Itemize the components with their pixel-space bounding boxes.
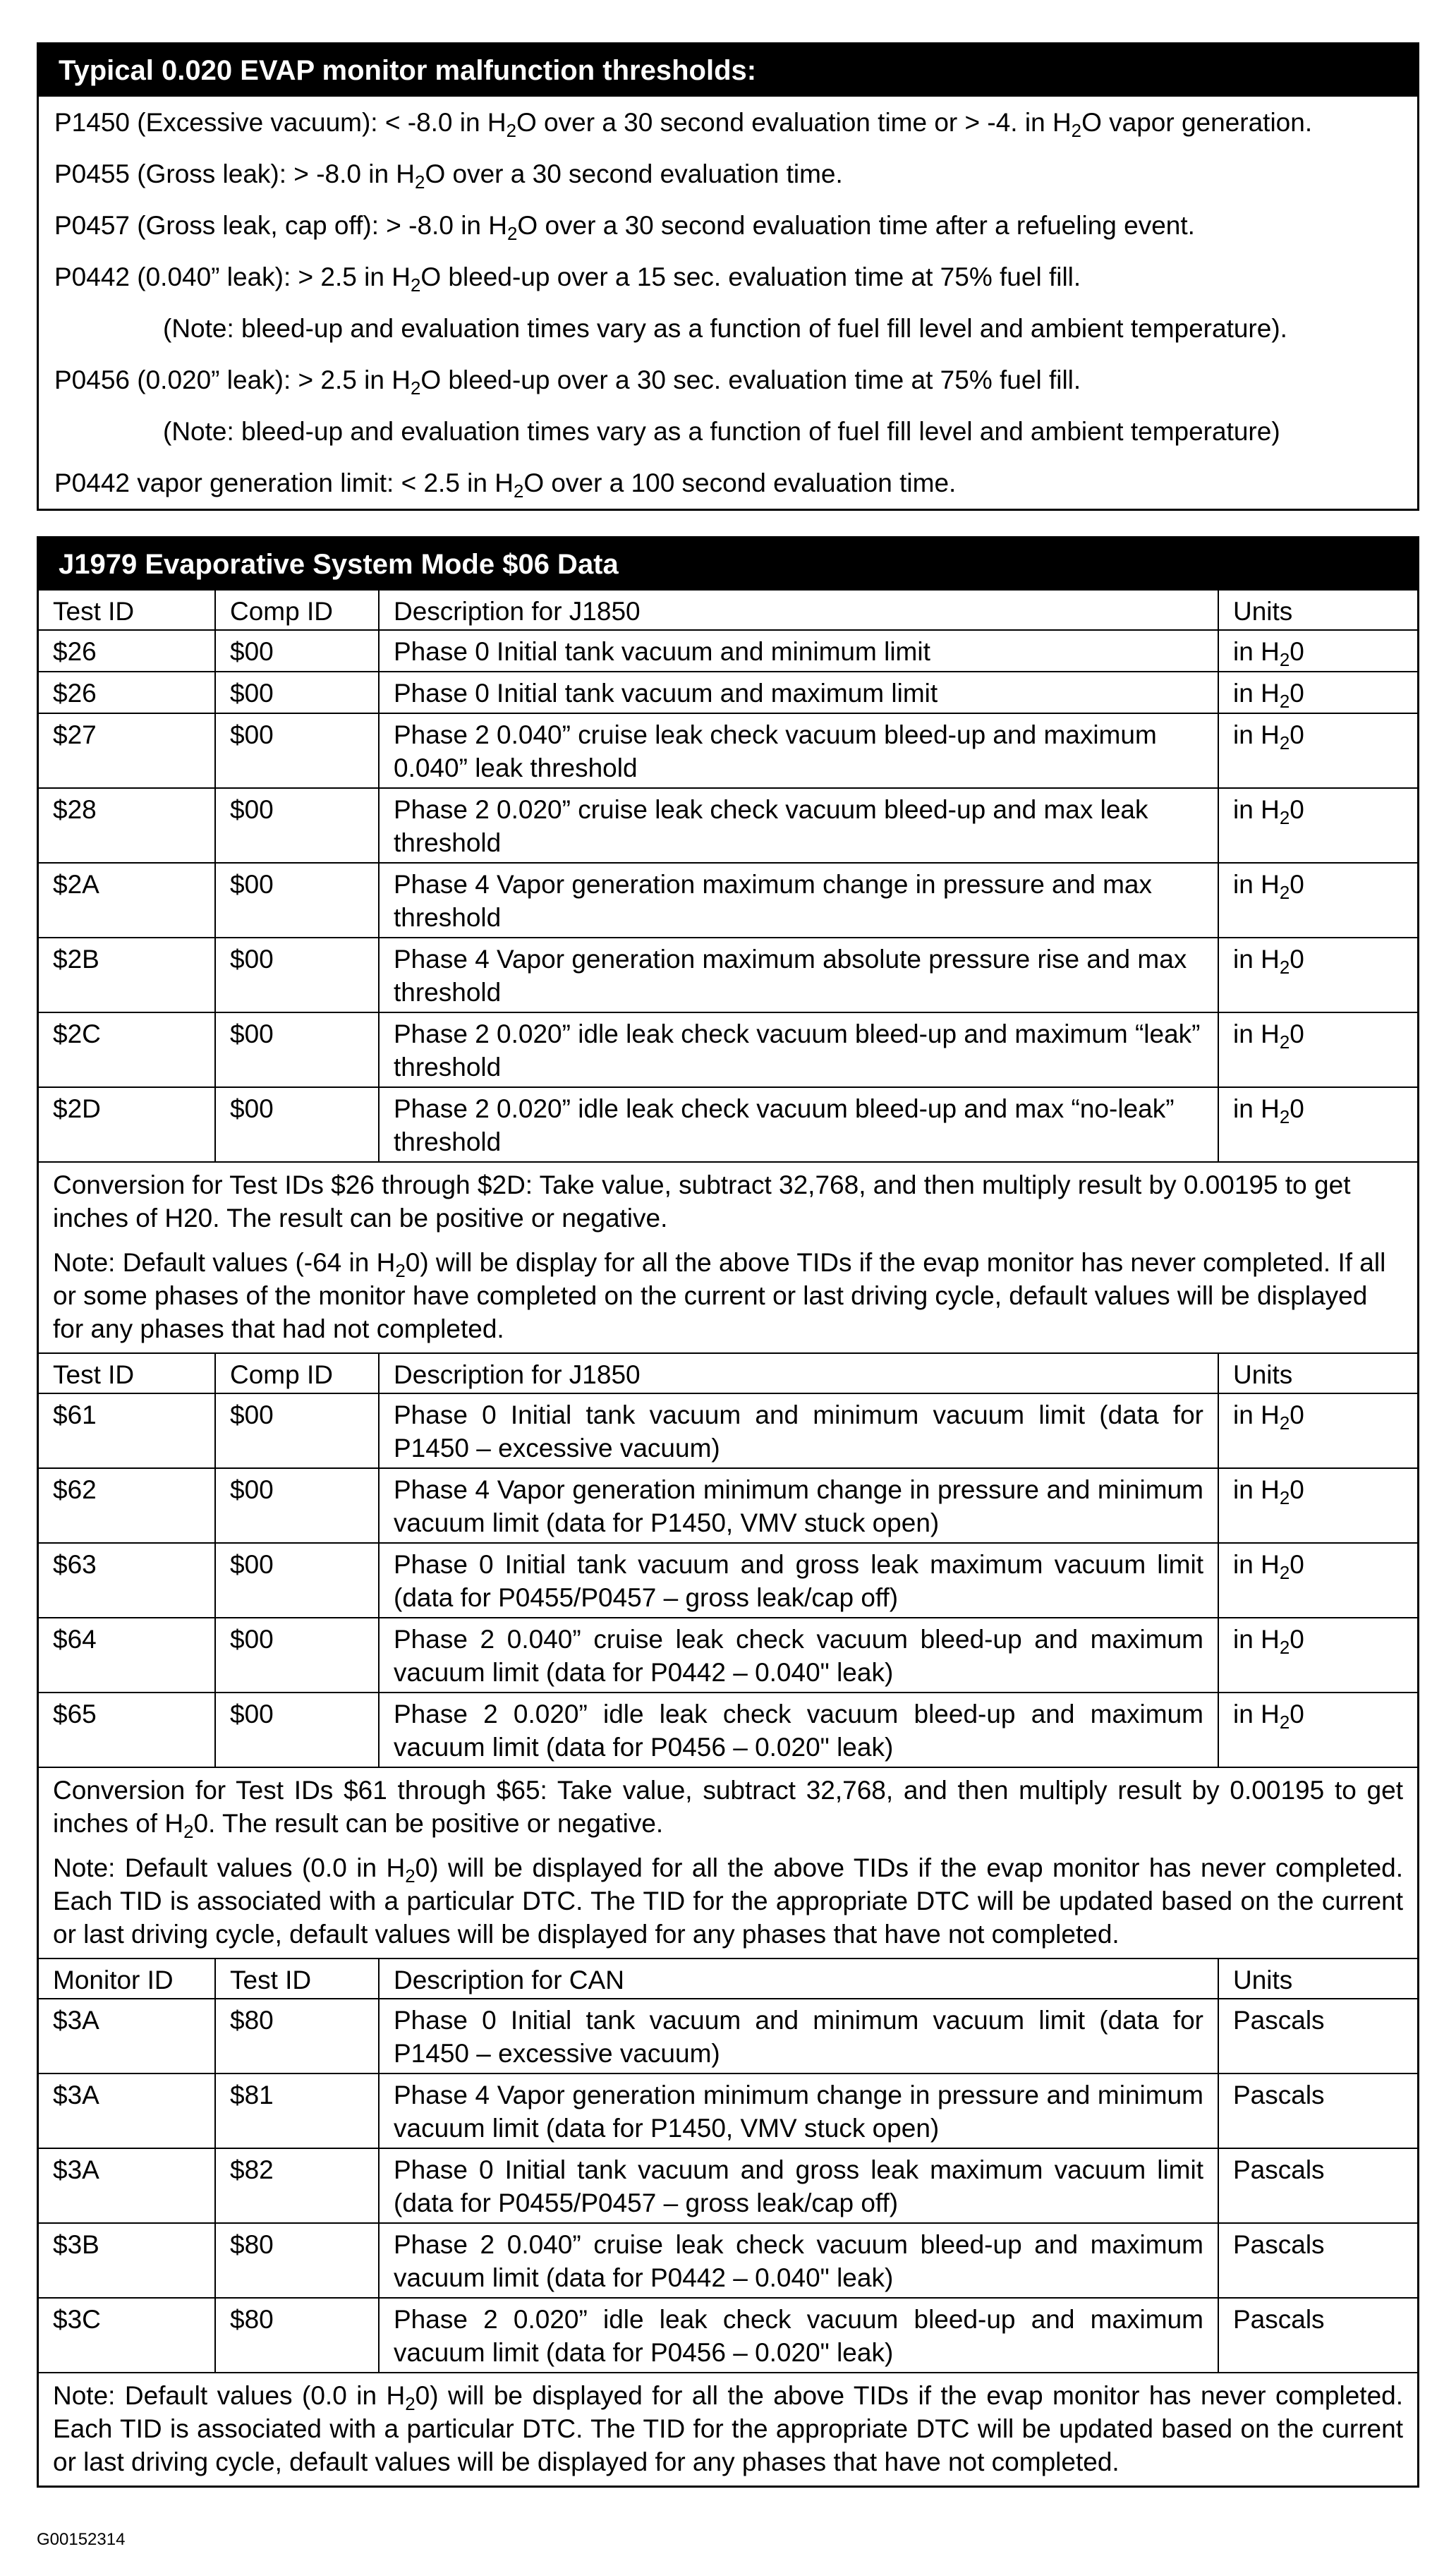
units-cell: in $H_20$ xyxy=(1218,1012,1417,1087)
thresholds-list xyxy=(39,97,1417,509)
notes-row xyxy=(39,2373,1417,2486)
column-header: Units xyxy=(1218,1958,1417,1999)
table-row xyxy=(39,1999,1417,2073)
table-row xyxy=(39,1693,1417,1767)
units-cell: in $H_20$ xyxy=(1218,713,1417,788)
section-notes xyxy=(39,2373,1417,2486)
table-row xyxy=(39,2223,1417,2298)
table-row xyxy=(39,1618,1417,1693)
units-cell: in $H_20$ xyxy=(1218,1393,1417,1468)
note-paragraph: Note: Default values (-64 in $H_20$) will be display for all the above TIDs if the evap monitor has never completed. If all or some phases of the monitor have completed on the current or last driving cycle, default values will be displayed for any phases that had not completed. xyxy=(53,1248,1386,1343)
column-header: Test ID xyxy=(215,1958,379,1999)
column-header: Comp ID xyxy=(215,1353,379,1393)
column-header: Comp ID xyxy=(215,591,379,630)
test-id-cell: $26 xyxy=(39,630,215,672)
threshold-line: (Note: bleed-up and evaluation times vary as a function of fuel fill level and ambient temperature). xyxy=(163,314,1287,343)
threshold-line: P1450 (Excessive vacuum): < -8.0 in $H_2O$ over a 30 second evaluation time or > -4. in $H_2O$ vapor generation. xyxy=(54,108,1313,141)
units-cell: in $H_20$ xyxy=(1218,1693,1417,1767)
note-paragraph: Note: Default values (0.0 in $H_20$) will be displayed for all the above TIDs if the evap monitor has never completed. Each TID is associated with a particular DTC. The TID for the appropriate DTC will be updated based on the current or last driving cycle, default values will be displayed for any phases that have not completed. xyxy=(53,2381,1404,2476)
column-header: Test ID xyxy=(39,591,215,630)
table-row xyxy=(39,1012,1417,1087)
comp-id-cell: $00 xyxy=(215,713,379,788)
test-id-cell: $62 xyxy=(39,1468,215,1543)
column-header: Monitor ID xyxy=(39,1958,215,1999)
mode06-box xyxy=(37,536,1419,2488)
mode06-title: J1979 Evaporative System Mode $06 Data xyxy=(39,538,1417,591)
units-cell: in $H_20$ xyxy=(1218,788,1417,863)
comp-id-cell: $00 xyxy=(215,1693,379,1767)
test-id-cell: $2D xyxy=(39,1087,215,1162)
units-cell: Pascals xyxy=(1218,1999,1417,2073)
test-id-cell: $26 xyxy=(39,672,215,713)
table-row xyxy=(39,630,1417,672)
notes-row xyxy=(39,1162,1417,1353)
units-cell: in $H_20$ xyxy=(1218,1543,1417,1618)
description-cell: Phase 2 0.020” idle leak check vacuum bleed-up and maximum “leak” threshold xyxy=(379,1012,1218,1087)
test-id-cell: $27 xyxy=(39,713,215,788)
column-header: Units xyxy=(1218,591,1417,630)
table-row xyxy=(39,788,1417,863)
notes-row xyxy=(39,1767,1417,1958)
note-paragraph: Conversion for Test IDs $61 through $65: Take value, subtract 32,768, and then multiply result by 0.00195 to get inches of $H_20$. The result can be positive or negative. xyxy=(53,1776,1403,1842)
thresholds-box xyxy=(37,42,1419,511)
description-cell: Phase 4 Vapor generation minimum change in pressure and minimum vacuum limit (data for P1450, VMV stuck open) xyxy=(379,2073,1218,2148)
description-cell: Phase 4 Vapor generation maximum absolute pressure rise and max threshold xyxy=(379,938,1218,1012)
units-cell: Pascals xyxy=(1218,2223,1417,2298)
table-row xyxy=(39,1393,1417,1468)
units-cell: Pascals xyxy=(1218,2148,1417,2223)
description-cell: Phase 0 Initial tank vacuum and minimum vacuum limit (data for P1450 – excessive vacuum) xyxy=(379,1393,1218,1468)
threshold-line: P0442 vapor generation limit: < 2.5 in $H_2O$ over a 100 second evaluation time. xyxy=(54,468,957,502)
threshold-line: P0442 (0.040” leak): > 2.5 in $H_2O$ bleed-up over a 15 sec. evaluation time at 75% fuel fill. xyxy=(54,262,1081,296)
section-notes xyxy=(39,1767,1417,1958)
comp-id-cell: $82 xyxy=(215,2148,379,2223)
table-row xyxy=(39,1543,1417,1618)
table-row xyxy=(39,2148,1417,2223)
units-cell: Pascals xyxy=(1218,2073,1417,2148)
description-cell: Phase 2 0.020” cruise leak check vacuum bleed-up and max leak threshold xyxy=(379,788,1218,863)
units-cell: Pascals xyxy=(1218,2298,1417,2373)
threshold-line: (Note: bleed-up and evaluation times vary as a function of fuel fill level and ambient temperature) xyxy=(163,417,1280,446)
column-header: Test ID xyxy=(39,1353,215,1393)
table-row xyxy=(39,713,1417,788)
table-row xyxy=(39,2073,1417,2148)
description-cell: Phase 2 0.020” idle leak check vacuum bleed-up and maximum vacuum limit (data for P0456 – 0.020" leak) xyxy=(379,1693,1218,1767)
mode06-table xyxy=(39,591,1417,2486)
test-id-cell: $2C xyxy=(39,1012,215,1087)
table-row xyxy=(39,2298,1417,2373)
description-cell: Phase 2 0.040” cruise leak check vacuum bleed-up and maximum vacuum limit (data for P0442 – 0.040" leak) xyxy=(379,2223,1218,2298)
column-header: Units xyxy=(1218,1353,1417,1393)
test-id-cell: $3A xyxy=(39,1999,215,2073)
test-id-cell: $64 xyxy=(39,1618,215,1693)
table-row xyxy=(39,1468,1417,1543)
description-cell: Phase 0 Initial tank vacuum and minimum vacuum limit (data for P1450 – excessive vacuum) xyxy=(379,1999,1218,2073)
column-header: Description for J1850 xyxy=(379,591,1218,630)
table-row xyxy=(39,672,1417,713)
units-cell: in $H_20$ xyxy=(1218,630,1417,672)
description-cell: Phase 2 0.040” cruise leak check vacuum bleed-up and maximum vacuum limit (data for P0442 – 0.040" leak) xyxy=(379,1618,1218,1693)
units-cell: in $H_20$ xyxy=(1218,672,1417,713)
threshold-line: P0457 (Gross leak, cap off): > -8.0 in $H_2O$ over a 30 second evaluation time after a refueling event. xyxy=(54,211,1195,244)
comp-id-cell: $00 xyxy=(215,1393,379,1468)
comp-id-cell: $00 xyxy=(215,630,379,672)
section-notes xyxy=(39,1162,1417,1353)
test-id-cell: $63 xyxy=(39,1543,215,1618)
description-cell: Phase 2 0.020” idle leak check vacuum bleed-up and max “no-leak” threshold xyxy=(379,1087,1218,1162)
units-cell: in $H_20$ xyxy=(1218,1468,1417,1543)
units-cell: in $H_20$ xyxy=(1218,863,1417,938)
column-header: Description for J1850 xyxy=(379,1353,1218,1393)
comp-id-cell: $00 xyxy=(215,1543,379,1618)
table-header-row xyxy=(39,1958,1417,1999)
thresholds-title: Typical 0.020 EVAP monitor malfunction thresholds: xyxy=(39,44,1417,97)
description-cell: Phase 0 Initial tank vacuum and gross leak maximum vacuum limit (data for P0455/P0457 – gross leak/cap off) xyxy=(379,1543,1218,1618)
test-id-cell: $65 xyxy=(39,1693,215,1767)
comp-id-cell: $00 xyxy=(215,672,379,713)
units-cell: in $H_20$ xyxy=(1218,1618,1417,1693)
test-id-cell: $3A xyxy=(39,2073,215,2148)
table-row xyxy=(39,1087,1417,1162)
test-id-cell: $3C xyxy=(39,2298,215,2373)
note-paragraph: Conversion for Test IDs $26 through $2D: Take value, subtract 32,768, and then multiply result by 0.00195 to get inches of H20. The result can be positive or negative. xyxy=(53,1170,1351,1233)
description-cell: Phase 2 0.020” idle leak check vacuum bleed-up and maximum vacuum limit (data for P0456 – 0.020" leak) xyxy=(379,2298,1218,2373)
units-cell: in $H_20$ xyxy=(1218,938,1417,1012)
test-id-cell: $3B xyxy=(39,2223,215,2298)
table-row xyxy=(39,938,1417,1012)
comp-id-cell: $00 xyxy=(215,788,379,863)
note-paragraph: Note: Default values (0.0 in $H_20$) will be displayed for all the above TIDs if the evap monitor has never completed. Each TID is associated with a particular DTC. The TID for the appropriate DTC will be updated based on the current or last driving cycle, default values will be displayed for any phases that have not completed. xyxy=(53,1853,1404,1949)
comp-id-cell: $80 xyxy=(215,1999,379,2073)
comp-id-cell: $00 xyxy=(215,1618,379,1693)
test-id-cell: $2B xyxy=(39,938,215,1012)
threshold-line: P0456 (0.020” leak): > 2.5 in $H_2O$ bleed-up over a 30 sec. evaluation time at 75% fuel fill. xyxy=(54,365,1081,399)
table-header-row xyxy=(39,591,1417,630)
description-cell: Phase 4 Vapor generation minimum change in pressure and minimum vacuum limit (data for P1450, VMV stuck open) xyxy=(379,1468,1218,1543)
column-header: Description for CAN xyxy=(379,1958,1218,1999)
comp-id-cell: $80 xyxy=(215,2223,379,2298)
figure-code: G00152314 xyxy=(37,2530,126,2549)
comp-id-cell: $00 xyxy=(215,1468,379,1543)
table-header-row xyxy=(39,1353,1417,1393)
comp-id-cell: $00 xyxy=(215,1087,379,1162)
description-cell: Phase 0 Initial tank vacuum and maximum limit xyxy=(379,672,1218,713)
description-cell: Phase 2 0.040” cruise leak check vacuum bleed-up and maximum 0.040” leak threshold xyxy=(379,713,1218,788)
document-page xyxy=(37,42,1419,2488)
comp-id-cell: $00 xyxy=(215,863,379,938)
threshold-line: P0455 (Gross leak): > -8.0 in $H_2O$ over a 30 second evaluation time. xyxy=(54,159,843,193)
comp-id-cell: $80 xyxy=(215,2298,379,2373)
comp-id-cell: $00 xyxy=(215,938,379,1012)
description-cell: Phase 0 Initial tank vacuum and gross leak maximum vacuum limit (data for P0455/P0457 – gross leak/cap off) xyxy=(379,2148,1218,2223)
test-id-cell: $28 xyxy=(39,788,215,863)
units-cell: in $H_20$ xyxy=(1218,1087,1417,1162)
comp-id-cell: $81 xyxy=(215,2073,379,2148)
test-id-cell: $61 xyxy=(39,1393,215,1468)
description-cell: Phase 0 Initial tank vacuum and minimum limit xyxy=(379,630,1218,672)
comp-id-cell: $00 xyxy=(215,1012,379,1087)
test-id-cell: $3A xyxy=(39,2148,215,2223)
test-id-cell: $2A xyxy=(39,863,215,938)
description-cell: Phase 4 Vapor generation maximum change in pressure and max threshold xyxy=(379,863,1218,938)
table-row xyxy=(39,863,1417,938)
